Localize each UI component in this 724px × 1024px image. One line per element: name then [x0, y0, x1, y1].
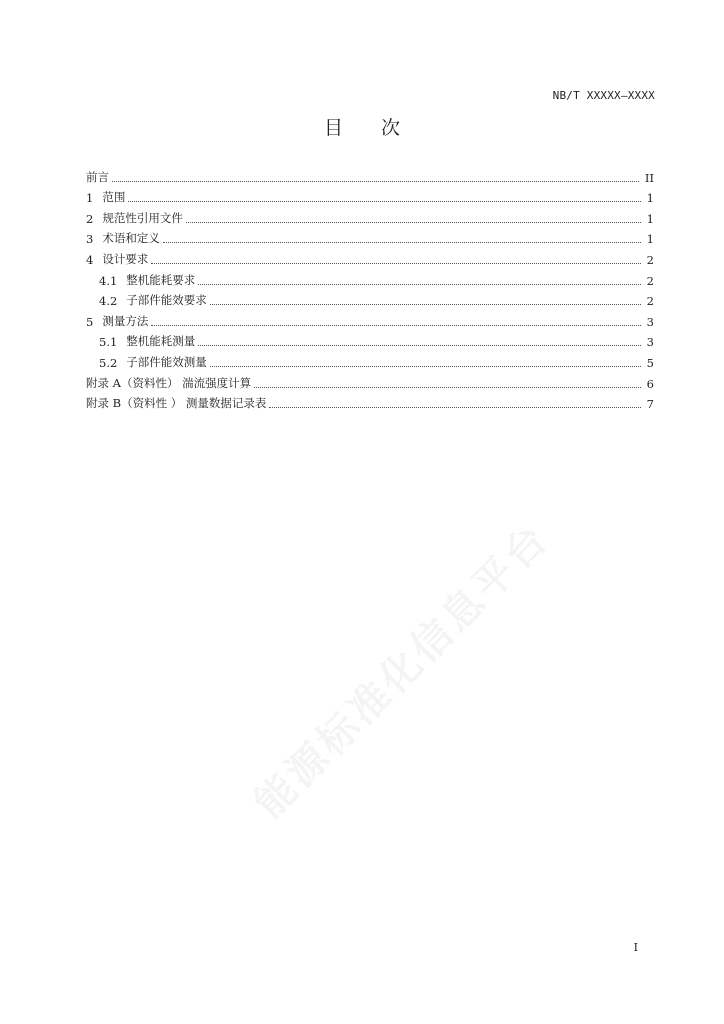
- toc-entry-page: 2: [646, 294, 654, 309]
- toc-entry-number: 5: [86, 314, 94, 329]
- toc-entry-label: 附录 B（资料性 ） 测量数据记录表: [86, 396, 267, 411]
- toc-dot-leader: [198, 274, 640, 285]
- toc-entry-number: 3: [86, 232, 94, 247]
- toc-dot-leader: [254, 377, 641, 388]
- toc-entry-label: 附录 A（资料性） 湍流强度计算: [86, 375, 252, 390]
- watermark: [231, 500, 568, 837]
- toc-entry-number: 1: [86, 191, 94, 206]
- toc-dot-leader: [210, 356, 641, 367]
- title-char-left: 目: [323, 117, 343, 139]
- title-char-right: 次: [381, 117, 401, 139]
- toc-dot-leader: [269, 397, 640, 408]
- toc-entry-page: 2: [646, 273, 654, 288]
- toc-entry-label: 整机能耗要求: [126, 272, 196, 287]
- toc-entry-page: 6: [646, 376, 654, 391]
- toc-entry-label: 测量方法: [102, 313, 149, 328]
- toc-entry[interactable]: [86, 205, 654, 226]
- toc-entry-page: II: [644, 170, 654, 185]
- toc-entry-page: 2: [646, 252, 654, 267]
- toc-entry-number: 5.2: [99, 355, 118, 370]
- toc-subentry[interactable]: [86, 288, 654, 309]
- toc-entry-page: 7: [646, 397, 654, 412]
- toc-entry-page: 5: [646, 355, 654, 370]
- toc-entry-appendix-b[interactable]: [86, 391, 654, 412]
- page-number: I: [633, 941, 638, 954]
- toc-entry-label: 前言: [86, 169, 109, 184]
- toc-dot-leader: [112, 171, 639, 182]
- toc-entry[interactable]: [86, 185, 654, 206]
- toc-entry-label: 子部件能效测量: [126, 354, 207, 369]
- toc-entry-page: 3: [646, 314, 654, 329]
- toc-entry-number: 4.1: [99, 273, 118, 288]
- toc-entry-label: 范围: [102, 190, 126, 205]
- toc-entry[interactable]: [86, 308, 654, 329]
- toc-entry-label: 术语和定义: [102, 231, 160, 246]
- toc-entry-label: 规范性引用文件: [102, 210, 183, 225]
- toc-entry-label: 子部件能效要求: [126, 293, 207, 308]
- toc-dot-leader: [151, 253, 640, 264]
- toc-subentry[interactable]: [86, 349, 654, 370]
- page-title: [0, 113, 724, 140]
- toc-entry-number: 4: [86, 252, 94, 267]
- toc-entry[interactable]: [86, 226, 654, 247]
- toc-dot-leader: [128, 191, 640, 202]
- toc-subentry[interactable]: [86, 329, 654, 350]
- toc-entry[interactable]: [86, 246, 654, 267]
- document-code: NB/T XXXXX—XXXX: [552, 89, 655, 102]
- toc-entry-number: 5.1: [99, 335, 118, 350]
- toc-dot-leader: [151, 315, 640, 326]
- toc-dot-leader: [186, 212, 641, 223]
- toc-entry-page: 1: [646, 191, 654, 206]
- toc-entry-label: 设计要求: [102, 251, 149, 266]
- toc-dot-leader: [210, 294, 641, 305]
- toc-entry-number: 4.2: [99, 294, 118, 309]
- toc-entry-page: 3: [646, 335, 654, 350]
- table-of-contents: [86, 164, 654, 411]
- toc-subentry[interactable]: [86, 267, 654, 288]
- toc-entry-appendix-a[interactable]: [86, 370, 654, 391]
- toc-dot-leader: [198, 335, 640, 346]
- toc-entry-page: 1: [646, 211, 654, 226]
- toc-entry-number: 2: [86, 211, 94, 226]
- toc-entry-page: 1: [646, 232, 654, 247]
- toc-dot-leader: [163, 232, 641, 243]
- toc-entry-label: 整机能耗测量: [126, 334, 196, 349]
- toc-entry[interactable]: [86, 164, 654, 185]
